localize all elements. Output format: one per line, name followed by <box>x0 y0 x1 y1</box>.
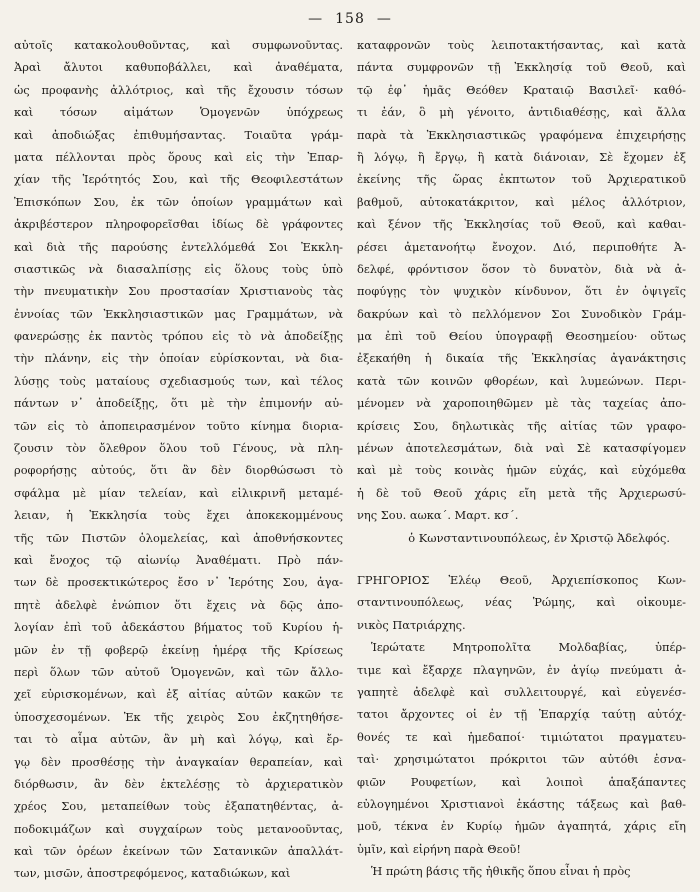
text-line: ροφορήσῃς αὐτούς, ὅτι ἂν δὲν διορθώσωσι τὸ <box>14 463 343 478</box>
header-dash-left: — <box>308 11 324 27</box>
text-columns <box>14 34 686 885</box>
page-header <box>14 8 686 30</box>
text-line: ΓΡΗΓΟΡΙΟΣ Ἐλέῳ Θεοῦ, Ἀρχιεπίσκοπος Κων- <box>357 572 686 587</box>
text-line: δακρύων καὶ τὸ πελλόμενον Σοι Συνοδικὸν Γράμ- <box>357 306 686 321</box>
text-line: καὶ ἔνοχος τῷ αἰωνίῳ Ἀναθέματι. Πρὸ πάν- <box>14 552 343 567</box>
header-dash-right: — <box>376 11 392 27</box>
text-line: των δὲ προσεκτικώτερος ἔσο ν᾽ Ἱερότης Σου, ἀγα- <box>14 575 343 590</box>
left-column <box>14 34 343 885</box>
text-line: λειαν, ἡ Ἐκκλησία τοὺς ἔχει ἀποκεκομμένους <box>14 508 343 523</box>
text-line: πητὲ ἀδελφὲ ἐνώπιον ὅτι ἔχεις νὰ δῷς ἀπο- <box>14 597 343 612</box>
text-line: τι ἐάν, ὃ μὴ γένοιτο, ἀντιδιαθέσῃς, καὶ ἄλλα <box>357 105 686 120</box>
text-line: γαπητὲ ἀδελφὲ καὶ συλλειτουργέ, καὶ εὐγενέσ- <box>357 684 686 699</box>
text-line: ται τὸ αἷμα αὐτῶν, ἂν μὴ καὶ λόγῳ, καὶ ἔρ- <box>14 732 343 747</box>
text-line: φανερώσῃς ἐκ παντὸς τρόπου εἰς τὸ νὰ ἀποδείξῃς <box>14 329 343 344</box>
text-line: ἐξεκαήθη ἡ δικαία τῆς Ἐκκλησίας ἀγανάκτησις <box>357 351 686 366</box>
text-line: χεῖ εὑρισκομένων, καὶ ἐξ αἰτίας αὐτῶν κακῶν τε <box>14 687 343 702</box>
text-line: ἢ λόγῳ, ἢ ἔργῳ, ἢ κατὰ διάνοιαν, Σὲ ἔχομεν ἐξ <box>357 149 686 164</box>
text-line: καταφρονῶν τοὺς λειποτακτήσαντας, καὶ κατὰ <box>357 38 686 52</box>
text-line: χίαν τῆς Ἱερότητός Σου, καὶ τῆς Θεοφιλεστάτων <box>14 172 343 187</box>
text-line: κατὰ τῶν κοινῶν φθορέων, καὶ λυμεώνων. Περι- <box>357 373 686 388</box>
text-line: ποφύγῃς τὸν ψυχικὸν κίνδυνον, ὅτι ἐν ὀψιγεῖς <box>357 284 686 299</box>
new-letter <box>357 569 686 882</box>
text-line: τῷ ἐφ᾽ ἡμᾶς Θεόθεν Κραταιῷ Βασιλεῖ· καθό- <box>357 82 686 97</box>
text-line: τὴν πνευματικὴν Σου προστασίαν Χριστιανοὺς τὰς <box>14 284 343 299</box>
text-line: αὐτοῖς κατακολουθοῦντας, καὶ συμφωνοῦντας. <box>14 38 343 52</box>
text-line: δελφέ, φρόντισον ὅσον τὸ δυνατὸν, διὰ νὰ ἀ- <box>357 261 686 276</box>
text-line: ἐκείνης τῆς ὥρας ἐκπτωτον τοῦ Ἀρχιερατικοῦ <box>357 172 686 187</box>
text-line: παρὰ τὰ Ἐκκλησιαστικῶς γραφόμενα ἐπιχειρήσῃς <box>357 127 686 142</box>
text-line: ἀκριβέστερον πληροφορεῖσθαι ἰδίως δὲ γράφοντες <box>14 217 343 232</box>
text-line: Ἱερώτατε Μητροπολῖτα Μολδαβίας, ὑπέρ- <box>371 640 686 655</box>
text-line: Ἡ πρώτη βάσις τῆς ἠθικῆς ὅπου εἶναι ἡ πρὸς <box>371 864 631 879</box>
text-line: τατοι ἄρχοντες οἱ ἐν τῇ Ἐπαρχίᾳ ταύτῃ αὐτόχ- <box>357 707 686 722</box>
text-line: θονές τε καὶ ἡμεδαποί· τιμιώτατοι πραγματευ- <box>357 729 686 744</box>
text-line: μένων ἀποτελεσμάτων, διὰ ναὶ Σὲ κατασφίγομεν <box>357 441 686 456</box>
letter-conclusion <box>357 34 686 527</box>
text-line: περὶ ὅλων τῶν αὐτοῦ Ὁμογενῶν, καὶ τῶν ἄλλο- <box>14 664 343 679</box>
text-line: λογίαν ἐπὶ τοῦ ἀδεκάστου βήματος τοῦ Κυρίου ἡ- <box>14 620 343 635</box>
text-line: μῶν ἐν τῇ φοβερῷ ἐκείνῃ ἡμέρᾳ τῆς Κρίσεως <box>14 642 343 657</box>
text-line: βαθμοῦ, αὐτοκατάκριτον, καὶ μέλος ἀλλότριον, <box>357 194 686 209</box>
text-line: ἐννοίας τῶν Ἐκκλησιαστικῶν μας Γραμμάτων, νὰ <box>14 306 343 321</box>
text-line: ματα πέλλονται πρὸς ὅρους καὶ εἰς τὴν Ἐπαρ- <box>14 149 343 164</box>
text-line: τῆς τῶν Πιστῶν ὁλομελείας, καὶ ἀποθνήσκοντες <box>14 530 343 545</box>
text-line: τιμε καὶ ἔξαρχε πλαγηνῶν, ἐν ἁγίῳ πνεύματι ἀ- <box>357 662 686 677</box>
text-line: ποδοκιμάζων καὶ συγχαίρων τοὺς μετανοοῦντας, <box>14 821 343 836</box>
text-line: καὶ τόσων αἱμάτων Ὁμογενῶν ὑπόχρεως <box>14 105 343 120</box>
text-line: ὑποσχεσομένων. Ἐκ τῆς χειρὸς Σου ἐκζητηθήσε- <box>14 709 343 724</box>
text-line: σιαστικῶς νὰ διασαλπίσῃς εἰς ὅλους τοὺς ὑπὸ <box>14 261 343 276</box>
text-line: καὶ διὰ τῆς παρούσης ἐντελλόμεθά Σοι Ἐκκλη- <box>14 239 343 254</box>
text-line: καὶ ξένον τῆς Ἐκκλησίας τοῦ Θεοῦ, καὶ καθαι- <box>357 217 686 232</box>
text-line: ὡς προφανὴς ἀλλότριος, καὶ τῆς ἔχουσιν τόσων <box>14 82 343 97</box>
text-line: πάντα συμφρονῶν τῇ Ἐκκλησίᾳ τοῦ Θεοῦ, καὶ <box>357 60 686 75</box>
text-line: σταντινουπόλεως, νέας Ῥώμης, καὶ οἰκουμε- <box>357 595 686 610</box>
page-number: 158 <box>335 11 365 27</box>
text-line: μα ἐπὶ τοῦ Θείου ὑπογραφῇ Θεοσημείου· οὕτως <box>357 329 686 344</box>
text-line: καὶ τῶν ὁρέων ἐκείνων τῶν Σατανικῶν ἀπαλλάτ- <box>14 844 343 859</box>
text-line: λύσῃς τοὺς ματαίους σχεδιασμούς των, καὶ τέλος <box>14 373 343 388</box>
text-line: καὶ μὲ τοὺς κοινὰς ἡμῶν εὐχάς, καὶ εὐχόμεθα <box>357 463 686 478</box>
section-gap <box>357 549 686 569</box>
text-line: διόρθωσιν, ἂν δὲν ἐκτελέσῃς τὸ ἀρχιερατικὸν <box>14 776 343 791</box>
text-line: ταὶ· χρησιμώτατοι πρόκριτοι τῶν αὐτόθι ἐσνα- <box>357 752 686 767</box>
right-column <box>357 34 686 885</box>
text-line: των, μισῶν, ἀποστρεφόμενος, καταδιώκων, καὶ <box>14 866 291 881</box>
signature: ὁ Κωνσταντινουπόλεως, ἐν Χριστῷ Ἀδελφός. <box>408 530 670 545</box>
text-line: νης Σου. αωκα΄. Μαρτ. κσ΄. <box>357 508 519 523</box>
text-line: τὴν πλάνην, εἰς τὴν ὁποίαν εὑρίσκονται, νὰ δια- <box>14 351 343 366</box>
text-line: τῶν εἰς τὸ ἀποπειρασμένον τοῦτο κίνημα διορια- <box>14 418 343 433</box>
text-line: μένομεν νὰ χαροποιηθῶμεν μὲ τὰς ταχείας ἀπο- <box>357 396 686 411</box>
text-line: μοῦ, τέκνα ἐν Κυρίῳ ἡμῶν ἀγαπητά, χάρις εἴη <box>357 819 686 834</box>
text-line: φιῶν Ρουφετίων, καὶ λοιποὶ ἁπαξάπαντες <box>357 774 686 789</box>
text-line: σφάλμα μὲ μίαν τελείαν, καὶ εἰλικρινῆ μεταμέ- <box>14 485 343 500</box>
text-line: Ἐπισκόπων Σου, ἐκ τῶν ὁποίων γραμμάτων καὶ <box>14 194 343 209</box>
text-line: ρέσει ἀμετανοήτῳ ἔνοχον. Διό, περιποθήτε Ἀ- <box>357 239 686 254</box>
text-line: πάντων ν᾽ ἀποδείξῃς, ὅτι μὲ τὴν ἐπιμονήν αὐ- <box>14 396 343 411</box>
text-line: κρίσεις Σου, δηλωτικὰς τῆς αἰτίας τῶν γραφο- <box>357 418 686 433</box>
text-line: νικὸς Πατριάρχης. <box>357 617 466 632</box>
text-line: εὐλογημένοι Χριστιανοὶ ἑκάστης τάξεως καὶ βαθ- <box>357 796 686 811</box>
text-line: Ἀραὶ ἄλυτοι καθυποβάλλει, καὶ ἀναθέματα, <box>14 60 343 75</box>
text-line: γῳ δὲν προσθέσῃς τὴν ἀναγκαίαν θεραπείαν, καὶ <box>14 754 343 769</box>
text-line: ζουσιν τὸν ὄλεθρον ὅλου τοῦ Γένους, νὰ πλη- <box>14 441 343 456</box>
text-line: ἡ δὲ τοῦ Θεοῦ χάρις εἴη μετὰ τῆς Ἀρχιερωσύ- <box>357 485 686 500</box>
text-line: καὶ ἀποδιώξας ἐπιθυμήσαντας. Τοιαῦτα γράμ- <box>14 127 343 142</box>
text-line: χρέος Σου, μεταπείθων τοὺς ἐξαπατηθέντας, ἀ- <box>14 799 343 814</box>
text-line: ὑμῖν, καὶ εἰρήνη παρὰ Θεοῦ! <box>357 841 521 856</box>
